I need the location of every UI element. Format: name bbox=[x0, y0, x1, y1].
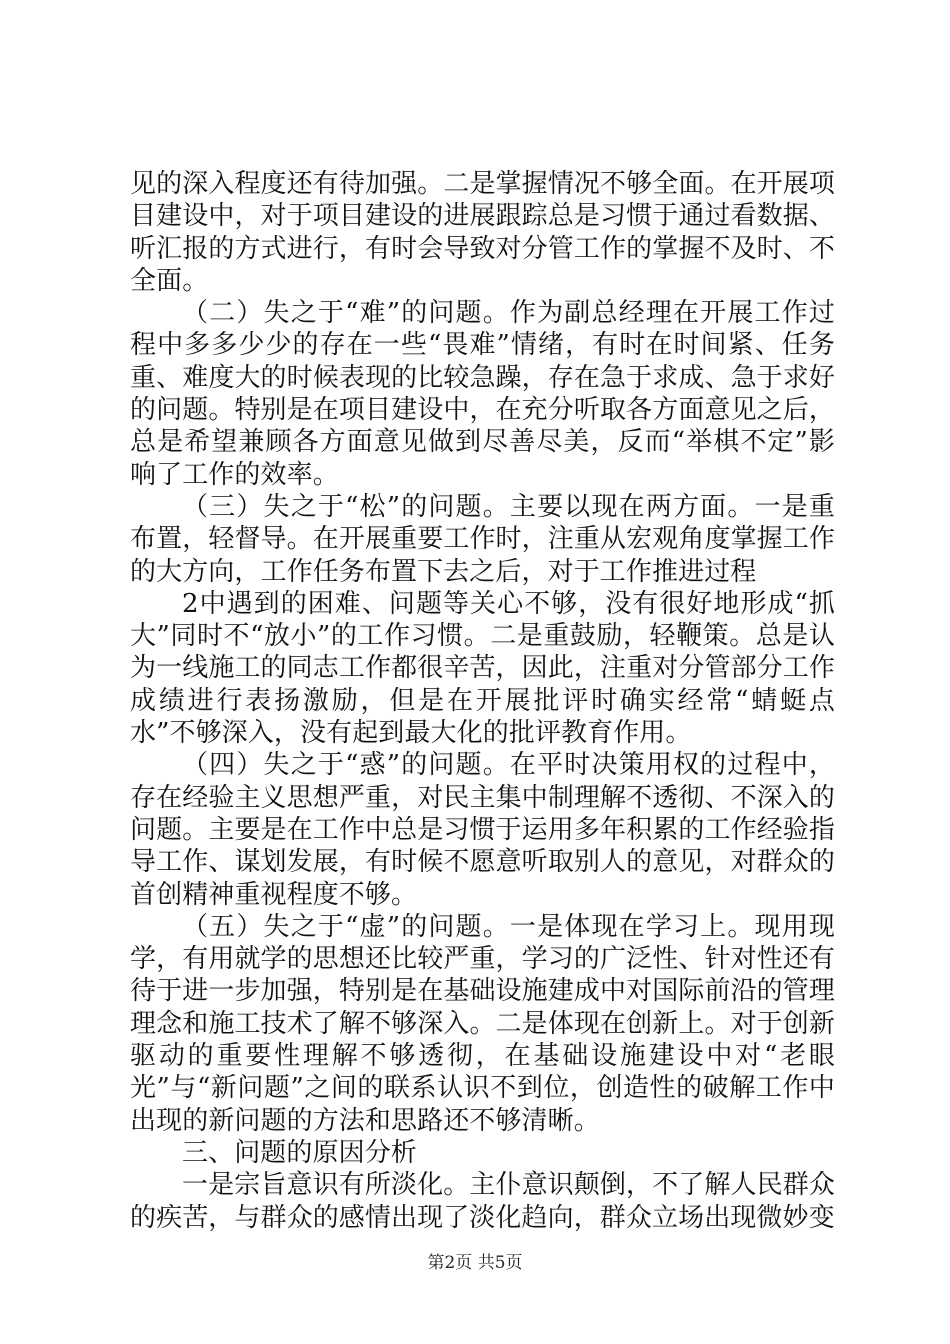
paragraph-1: 见的深入程度还有待加强。二是掌握情况不够全面。在开展项目建设中，对于项目建设的进展跟踪总是习惯于通过看数据、听汇报的方式进行，有时会导致对分管工作的掌握不及时、不全面。 bbox=[130, 169, 835, 296]
page-number-footer: 第2页 共5页 bbox=[427, 1253, 523, 1273]
section-heading: 三、问题的原因分析 bbox=[182, 1137, 417, 1168]
paragraph-5: （四）失之于“惑”的问题。在平时决策用权的过程中，存在经验主义思想严重，对民主集中制理解不透彻、不深入的问题。主要是在工作中总是习惯于运用多年积累的工作经验指导工作、谋划发展，有时候不愿意听取别人的意见，对群众的首创精神重视程度不够。 bbox=[130, 750, 835, 910]
paragraph-2: （二）失之于“难”的问题。作为副总经理在开展工作过程中多多少少的存在一些“畏难”情绪，有时在时间紧、任务重、难度大的时候表现的比较急躁，存在急于求成、急于求好的问题。特别是在项目建设中，在充分听取各方面意见之后，总是希望兼顾各方面意见做到尽善尽美，反而“举棋不定”影响了工作的效率。 bbox=[130, 298, 835, 490]
document-body bbox=[130, 168, 835, 1234]
paragraph-7: 一是宗旨意识有所淡化。主仆意识颠倒，不了解人民群众的疾苦，与群众的感情出现了淡化趋向，群众立场出现微妙变 bbox=[130, 1170, 835, 1233]
paragraph-4: 2中遇到的困难、问题等关心不够，没有很好地形成“抓大”同时不“放小”的工作习惯。二是重鼓励，轻鞭策。总是认为一线施工的同志工作都很辛苦，因此，注重对分管部分工作成绩进行表扬激励，但是在开展批评时确实经常“蜻蜓点水”不够深入，没有起到最大化的批评教育作用。 bbox=[130, 588, 835, 749]
paragraph-3: （三）失之于“松”的问题。主要以现在两方面。一是重布置，轻督导。在开展重要工作时，注重从宏观角度掌握工作的大方向，工作任务布置下去之后，对于工作推进过程 bbox=[130, 491, 835, 587]
paragraph-6: （五）失之于“虚”的问题。一是体现在学习上。现用现学，有用就学的思想还比较严重，学习的广泛性、针对性还有待于进一步加强，特别是在基础设施建成中对国际前沿的管理理念和施工技术了解不够深入。二是体现在创新上。对于创新驱动的重要性理解不够透彻，在基础设施建设中对“老眼光”与“新问题”之间的联系认识不到位，创造性的破解工作中出现的新问题的方法和思路还不够清晰。 bbox=[130, 911, 835, 1136]
